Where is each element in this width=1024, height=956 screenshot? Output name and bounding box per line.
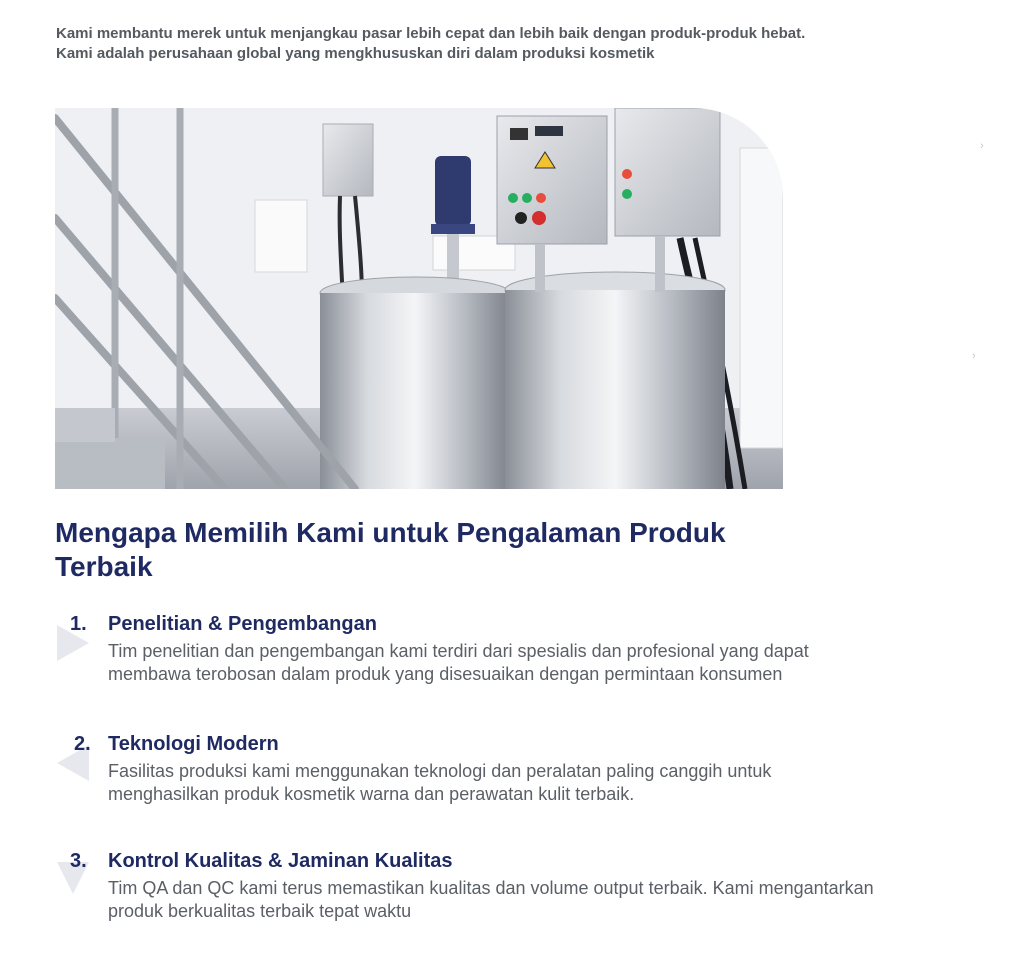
factory-photo: [55, 108, 783, 489]
feature-number: 1.: [70, 613, 87, 635]
feature-description: Tim QA dan QC kami terus memastikan kualitas dan volume output terbaik. Kami mengantarkan produk berkualitas terbaik tepat waktu: [108, 878, 874, 921]
feature-title: Kontrol Kualitas & Jaminan Kualitas: [108, 850, 453, 872]
feature-title: Teknologi Modern: [108, 733, 279, 755]
carousel-next-chevron-icon[interactable]: ›: [972, 350, 976, 362]
carousel-next-chevron-icon[interactable]: ›: [980, 140, 984, 152]
factory-mixing-tanks-illustration: [55, 108, 783, 489]
feature-title: Penelitian & Pengembangan: [108, 613, 377, 635]
feature-number: 2.: [74, 733, 91, 755]
feature-number: 3.: [70, 850, 87, 872]
intro-text: Kami membantu merek untuk menjangkau pasar lebih cepat dan lebih baik dengan produk-produk hebat. Kami adalah perusahaan global yang mengkhususkan diri dalam produksi kosmetik: [56, 25, 806, 62]
section-heading: Mengapa Memilih Kami untuk Pengalaman Produk Terbaik: [55, 517, 726, 582]
feature-description: Tim penelitian dan pengembangan kami terdiri dari spesialis dan profesional yang dapat membawa terobosan dalam produk yang disesuaikan dengan permintaan konsumen: [108, 641, 809, 684]
feature-description: Fasilitas produksi kami menggunakan teknologi dan peralatan paling canggih untuk menghasilkan produk kosmetik warna dan perawatan kulit terbaik.: [108, 761, 772, 804]
